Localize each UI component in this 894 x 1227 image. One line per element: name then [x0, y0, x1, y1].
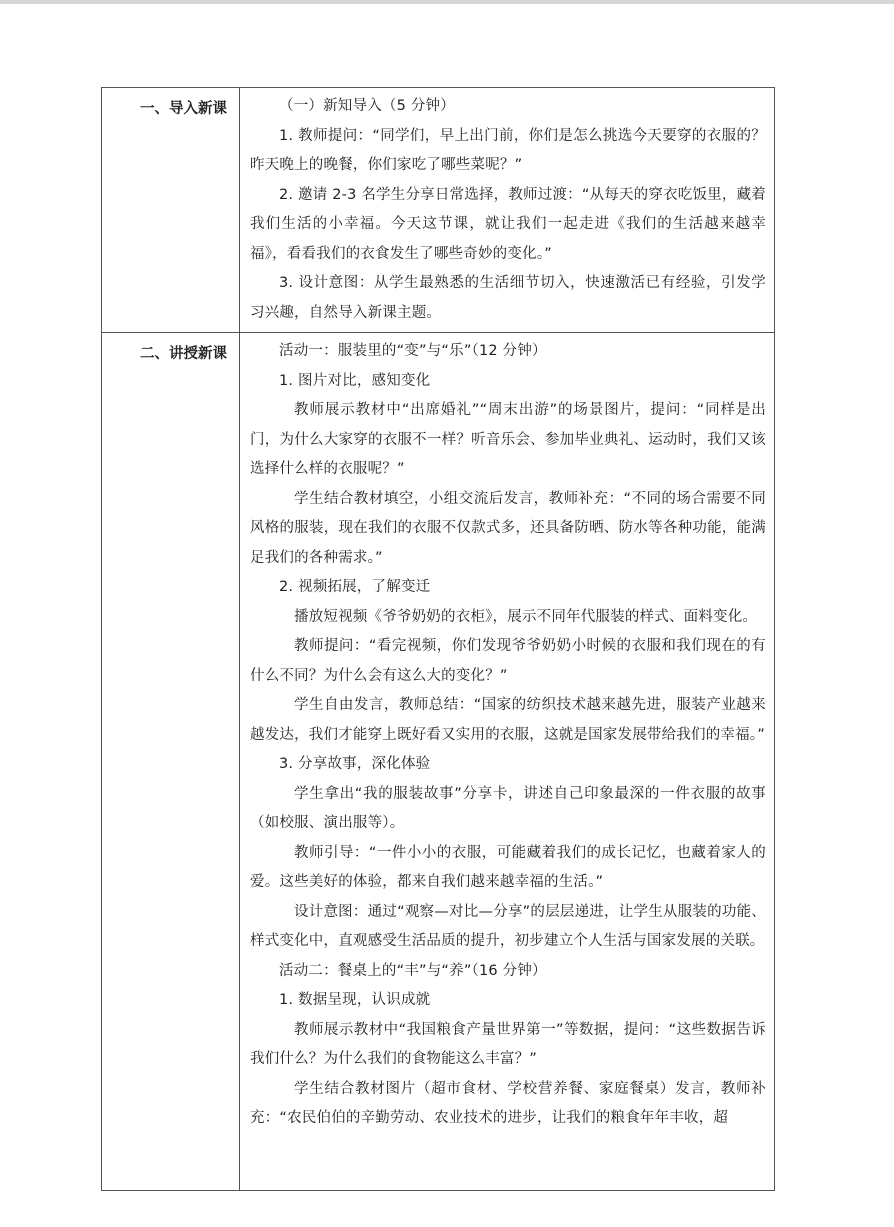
lesson-plan-table [101, 87, 775, 1191]
paragraph: 教师引导：“一件小小的衣服，可能藏着我们的成长记忆，也藏着家人的爱。这些美好的体验，都来自我们越来越幸福的生活。” [250, 844, 766, 890]
section-content [240, 333, 775, 1191]
paragraph: 教师展示教材中“出席婚礼”“周末出游”的场景图片，提问：“同样是出门，为什么大家穿的衣服不一样？听音乐会、参加毕业典礼、运动时，我们又该选择什么样的衣服呢？” [250, 402, 766, 477]
paragraph: 1. 数据呈现，认识成就 [279, 992, 431, 1008]
paragraph: 1. 教师提问：“同学们，早上出门前，你们是怎么挑选今天要穿的衣服的？昨天晚上的晚餐，你们家吃了哪些菜呢？” [250, 127, 766, 173]
table-row [102, 333, 775, 1191]
section-label: 二、讲授新课 [102, 333, 240, 1191]
paragraph: 2. 视频拓展，了解变迁 [279, 579, 431, 595]
paragraph: （一）新知导入（5 分钟） [279, 98, 455, 114]
paragraph: 2. 邀请 2-3 名学生分享日常选择，教师过渡：“从每天的穿衣吃饭里，藏着我们生活的小幸福。今天这节课，就让我们一起走进《我们的生活越来越幸福》，看看我们的衣食发生了哪些奇妙的变化。” [250, 186, 766, 262]
paragraph: 学生自由发言，教师总结：“国家的纺织技术越来越先进，服装产业越来越发达，我们才能穿上既好看又实用的衣服，这就是国家发展带给我们的幸福。” [250, 697, 766, 743]
paragraph: 学生结合教材图片（超市食材、学校营养餐、家庭餐桌）发言，教师补充：“农民伯伯的辛勤劳动、农业技术的进步，让我们的粮食年年丰收，超 [250, 1080, 766, 1126]
paragraph: 3. 分享故事，深化体验 [279, 756, 431, 772]
table-row [102, 88, 775, 333]
top-edge [0, 0, 894, 4]
activity-heading: 活动二：餐桌上的“丰”与“养”（16 分钟） [279, 962, 547, 979]
paragraph: 1. 图片对比，感知变化 [279, 372, 431, 389]
paragraph: 播放短视频《爷爷奶奶的衣柜》，展示不同年代服装的样式、面料变化。 [294, 608, 758, 625]
section-label: 一、导入新课 [102, 88, 240, 333]
paragraph: 3. 设计意图：从学生最熟悉的生活细节切入，快速激活已有经验，引发学习兴趣，自然导入新课主题。 [250, 275, 766, 321]
activity-heading: 活动一：服装里的“变”与“乐”（12 分钟） [279, 343, 547, 359]
section-content [240, 88, 775, 333]
paragraph: 教师展示教材中“我国粮食产量世界第一”等数据，提问：“这些数据告诉我们什么？为什么我们的食物能这么丰富？” [250, 1021, 766, 1067]
paragraph: 学生拿出“我的服装故事”分享卡，讲述自己印象最深的一件衣服的故事（如校服、演出服等）。 [250, 785, 766, 831]
paragraph: 教师提问：“看完视频，你们发现爷爷奶奶小时候的衣服和我们现在的有什么不同？为什么会有这么大的变化？” [250, 638, 766, 684]
paragraph: 设计意图：通过“观察—对比—分享”的层层递进，让学生从服装的功能、样式变化中，直观感受生活品质的提升，初步建立个人生活与国家发展的关联。 [250, 903, 766, 949]
paragraph: 学生结合教材填空，小组交流后发言，教师补充：“不同的场合需要不同风格的服装，现在我们的衣服不仅款式多，还具备防晒、防水等各种功能，能满足我们的各种需求。” [250, 490, 766, 566]
